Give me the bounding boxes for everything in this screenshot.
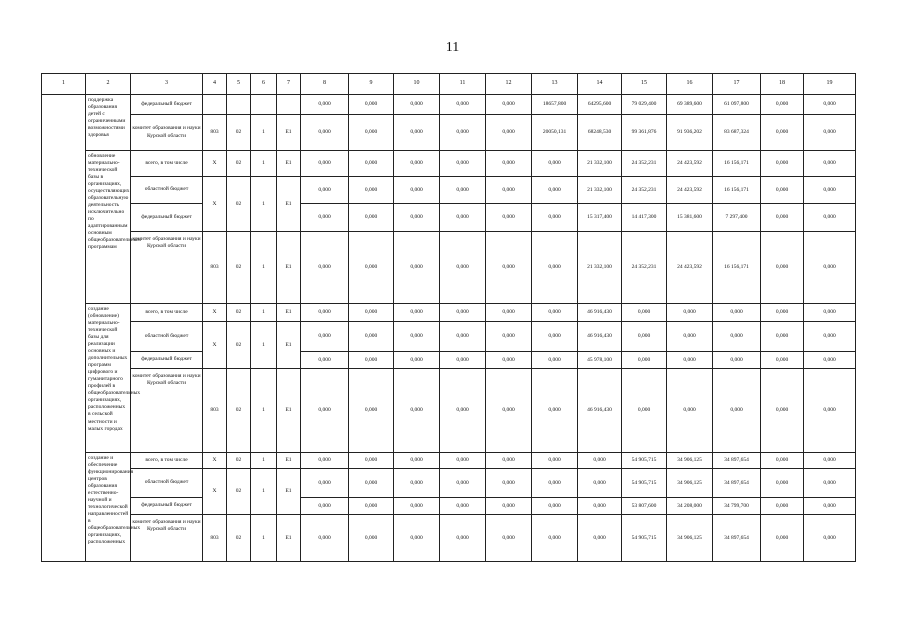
value-cell: 0,000: [532, 515, 578, 562]
value-cell: 0,000: [532, 177, 578, 204]
value-cell: 0,000: [394, 453, 440, 469]
value-cell: 0,000: [804, 453, 856, 469]
value-cell: 0,000: [349, 515, 394, 562]
code-cell: 1: [251, 232, 277, 304]
value-cell: 54 905,715: [622, 515, 667, 562]
code-cell: 803: [203, 232, 227, 304]
value-cell: 0,000: [440, 177, 486, 204]
value-cell: 0,000: [349, 115, 394, 151]
col-header: 19: [804, 74, 856, 95]
value-cell: 0,000: [761, 322, 804, 352]
table-row: [42, 369, 856, 453]
col-header: 17: [713, 74, 761, 95]
value-cell: 0,000: [301, 204, 349, 232]
value-cell: 0,000: [667, 352, 713, 369]
value-cell: 0,000: [394, 515, 440, 562]
value-cell: 0,000: [804, 352, 856, 369]
value-cell: 0,000: [804, 177, 856, 204]
value-cell: 0,000: [532, 453, 578, 469]
col-header: 1: [42, 74, 86, 95]
value-cell: 0,000: [622, 369, 667, 453]
table-row: [42, 322, 856, 352]
value-cell: 0,000: [532, 469, 578, 498]
code-cell: [203, 95, 227, 115]
value-cell: 34 906,125: [667, 469, 713, 498]
value-cell: 0,000: [578, 498, 622, 515]
col-header: 5: [227, 74, 251, 95]
value-cell: 21 332,100: [578, 177, 622, 204]
value-cell: 0,000: [713, 322, 761, 352]
value-cell: 0,000: [804, 204, 856, 232]
value-cell: 0,000: [440, 151, 486, 177]
value-cell: 0,000: [667, 304, 713, 322]
value-cell: 0,000: [394, 151, 440, 177]
value-cell: 0,000: [761, 469, 804, 498]
value-cell: 0,000: [761, 151, 804, 177]
value-cell: 0,000: [486, 115, 532, 151]
code-cell: X: [203, 453, 227, 469]
funding-source: всего, в том числе: [131, 304, 203, 322]
code-cell: [227, 95, 251, 115]
value-cell: 0,000: [622, 304, 667, 322]
value-cell: 0,000: [394, 115, 440, 151]
value-cell: 0,000: [486, 232, 532, 304]
value-cell: 0,000: [486, 204, 532, 232]
value-cell: 0,000: [301, 469, 349, 498]
blank-cell: [42, 95, 86, 562]
value-cell: 21 332,100: [578, 151, 622, 177]
value-cell: 0,000: [440, 369, 486, 453]
value-cell: 54 905,715: [622, 469, 667, 498]
value-cell: 53 807,600: [622, 498, 667, 515]
value-cell: 0,000: [349, 151, 394, 177]
funding-source: комитет образования и науки Курской области: [131, 115, 203, 151]
funding-source: комитет образования и науки Курской области: [131, 515, 203, 562]
value-cell: 24 423,592: [667, 232, 713, 304]
code-cell: 02: [227, 232, 251, 304]
col-header: 7: [277, 74, 301, 95]
value-cell: 45 978,100: [578, 352, 622, 369]
code-cell: 1: [251, 177, 277, 232]
value-cell: 20050,131: [532, 115, 578, 151]
code-cell: X: [203, 322, 227, 369]
value-cell: 91 936,202: [667, 115, 713, 151]
value-cell: 0,000: [622, 322, 667, 352]
code-cell: E1: [277, 115, 301, 151]
code-cell: E1: [277, 515, 301, 562]
value-cell: 0,000: [761, 304, 804, 322]
value-cell: 34 897,654: [713, 515, 761, 562]
value-cell: 0,000: [440, 95, 486, 115]
header-row: [42, 74, 856, 95]
code-cell: 02: [227, 369, 251, 453]
table-row: [42, 304, 856, 322]
value-cell: 54 905,715: [622, 453, 667, 469]
value-cell: 0,000: [804, 369, 856, 453]
value-cell: 0,000: [804, 115, 856, 151]
value-cell: 0,000: [394, 95, 440, 115]
value-cell: 0,000: [532, 204, 578, 232]
code-cell: 02: [227, 177, 251, 232]
funding-source: областной бюджет: [131, 177, 203, 204]
value-cell: 0,000: [761, 453, 804, 469]
value-cell: 0,000: [301, 95, 349, 115]
value-cell: 0,000: [486, 95, 532, 115]
code-cell: X: [203, 304, 227, 322]
value-cell: 99 361,876: [622, 115, 667, 151]
funding-source: всего, в том числе: [131, 453, 203, 469]
col-header: 12: [486, 74, 532, 95]
measure-description: создание (обновление) материально-технической базы для реализации основных и дополнительных программ цифрового и гуманитарного профилей в общеобразовательных организациях, расположенных в сельской местности и малых городах: [86, 304, 131, 453]
value-cell: 0,000: [349, 304, 394, 322]
col-header: 3: [131, 74, 203, 95]
code-cell: 1: [251, 115, 277, 151]
value-cell: 0,000: [301, 151, 349, 177]
code-cell: 1: [251, 453, 277, 469]
value-cell: 0,000: [532, 232, 578, 304]
value-cell: 0,000: [667, 369, 713, 453]
code-cell: X: [203, 151, 227, 177]
value-cell: 0,000: [301, 322, 349, 352]
value-cell: 0,000: [394, 369, 440, 453]
code-cell: 1: [251, 304, 277, 322]
funding-source: комитет образования и науки Курской области: [131, 232, 203, 304]
value-cell: 0,000: [394, 304, 440, 322]
code-cell: E1: [277, 369, 301, 453]
value-cell: 24 352,231: [622, 151, 667, 177]
col-header: 2: [86, 74, 131, 95]
col-header: 15: [622, 74, 667, 95]
value-cell: 0,000: [349, 95, 394, 115]
table-row: [42, 498, 856, 515]
value-cell: 24 352,231: [622, 232, 667, 304]
value-cell: 0,000: [486, 515, 532, 562]
code-cell: 02: [227, 304, 251, 322]
code-cell: 803: [203, 515, 227, 562]
col-header: 14: [578, 74, 622, 95]
col-header: 9: [349, 74, 394, 95]
measure-description: создание и обеспечение функционирования центров образования естественно-научной и технологической направленностей в общеобразовательных организациях, расположенных: [86, 453, 131, 562]
table-row: [42, 453, 856, 469]
value-cell: 0,000: [804, 95, 856, 115]
value-cell: 0,000: [486, 453, 532, 469]
value-cell: 34 208,000: [667, 498, 713, 515]
value-cell: 69 389,600: [667, 95, 713, 115]
code-cell: E1: [277, 304, 301, 322]
value-cell: 0,000: [486, 352, 532, 369]
code-cell: 1: [251, 515, 277, 562]
value-cell: 0,000: [440, 352, 486, 369]
col-header: 10: [394, 74, 440, 95]
value-cell: 83 687,324: [713, 115, 761, 151]
code-cell: 803: [203, 115, 227, 151]
value-cell: 0,000: [761, 177, 804, 204]
col-header: 4: [203, 74, 227, 95]
value-cell: 34 906,125: [667, 515, 713, 562]
value-cell: 0,000: [622, 352, 667, 369]
value-cell: 0,000: [440, 453, 486, 469]
value-cell: 15 381,600: [667, 204, 713, 232]
value-cell: 0,000: [394, 232, 440, 304]
value-cell: 0,000: [349, 469, 394, 498]
value-cell: 0,000: [713, 369, 761, 453]
value-cell: 64295,600: [578, 95, 622, 115]
table-row: [42, 151, 856, 177]
value-cell: 21 332,100: [578, 232, 622, 304]
table-row: [42, 515, 856, 562]
code-cell: 02: [227, 322, 251, 369]
funding-source: областной бюджет: [131, 469, 203, 498]
value-cell: 15 317,400: [578, 204, 622, 232]
value-cell: 0,000: [532, 304, 578, 322]
value-cell: 0,000: [761, 498, 804, 515]
funding-source: комитет образования и науки Курской области: [131, 369, 203, 453]
value-cell: 0,000: [440, 232, 486, 304]
code-cell: E1: [277, 469, 301, 515]
code-cell: E1: [277, 322, 301, 369]
value-cell: 0,000: [761, 95, 804, 115]
value-cell: 0,000: [349, 369, 394, 453]
page-number: 11: [445, 40, 460, 55]
value-cell: 0,000: [440, 322, 486, 352]
value-cell: 0,000: [761, 204, 804, 232]
value-cell: 0,000: [349, 453, 394, 469]
value-cell: 0,000: [761, 352, 804, 369]
value-cell: 0,000: [301, 498, 349, 515]
value-cell: 0,000: [440, 304, 486, 322]
value-cell: 0,000: [578, 515, 622, 562]
code-cell: [251, 95, 277, 115]
value-cell: 0,000: [667, 322, 713, 352]
value-cell: 0,000: [349, 498, 394, 515]
code-cell: 1: [251, 469, 277, 515]
value-cell: 16 156,171: [713, 177, 761, 204]
value-cell: 46 916,430: [578, 322, 622, 352]
value-cell: 0,000: [301, 304, 349, 322]
code-cell: 02: [227, 469, 251, 515]
value-cell: 34 906,125: [667, 453, 713, 469]
value-cell: 0,000: [394, 352, 440, 369]
value-cell: 0,000: [301, 369, 349, 453]
table-row: [42, 95, 856, 115]
value-cell: 68248,530: [578, 115, 622, 151]
value-cell: 16 156,171: [713, 151, 761, 177]
value-cell: 0,000: [578, 469, 622, 498]
value-cell: 0,000: [486, 469, 532, 498]
value-cell: 0,000: [301, 515, 349, 562]
value-cell: 0,000: [440, 115, 486, 151]
table-row: [42, 115, 856, 151]
value-cell: 24 423,592: [667, 177, 713, 204]
code-cell: X: [203, 177, 227, 232]
value-cell: 0,000: [301, 115, 349, 151]
value-cell: 79 029,400: [622, 95, 667, 115]
value-cell: 0,000: [804, 304, 856, 322]
table-row: [42, 352, 856, 369]
col-header: 18: [761, 74, 804, 95]
value-cell: 0,000: [804, 515, 856, 562]
value-cell: 0,000: [532, 369, 578, 453]
value-cell: 14 417,300: [622, 204, 667, 232]
code-cell: [277, 95, 301, 115]
value-cell: 0,000: [804, 469, 856, 498]
code-cell: 02: [227, 151, 251, 177]
code-cell: 1: [251, 151, 277, 177]
value-cell: 46 916,430: [578, 304, 622, 322]
value-cell: 0,000: [761, 515, 804, 562]
funding-source: федеральный бюджет: [131, 498, 203, 515]
value-cell: 0,000: [532, 498, 578, 515]
value-cell: 0,000: [394, 322, 440, 352]
code-cell: 02: [227, 115, 251, 151]
value-cell: 0,000: [532, 352, 578, 369]
value-cell: 0,000: [532, 151, 578, 177]
value-cell: 16 156,171: [713, 232, 761, 304]
value-cell: 0,000: [486, 322, 532, 352]
col-header: 13: [532, 74, 578, 95]
code-cell: 02: [227, 453, 251, 469]
code-cell: X: [203, 469, 227, 515]
value-cell: 34 897,654: [713, 453, 761, 469]
value-cell: 0,000: [349, 232, 394, 304]
value-cell: 18657,800: [532, 95, 578, 115]
value-cell: 0,000: [394, 469, 440, 498]
value-cell: 0,000: [301, 177, 349, 204]
code-cell: E1: [277, 232, 301, 304]
value-cell: 61 097,800: [713, 95, 761, 115]
col-header: 16: [667, 74, 713, 95]
value-cell: 0,000: [761, 369, 804, 453]
value-cell: 0,000: [486, 304, 532, 322]
table-row: [42, 177, 856, 204]
code-cell: E1: [277, 151, 301, 177]
value-cell: 0,000: [301, 453, 349, 469]
table-row: [42, 204, 856, 232]
table-row: [42, 232, 856, 304]
value-cell: 0,000: [349, 177, 394, 204]
value-cell: 34 897,654: [713, 469, 761, 498]
value-cell: 0,000: [301, 232, 349, 304]
measure-description: обновление материально-технической базы в организациях, осуществляющих образовательную деятельность исключительно по адаптированным основным общеобразовательным программам: [86, 151, 131, 304]
value-cell: 46 916,430: [578, 369, 622, 453]
measure-description: поддержка образования детей с ограниченными возможностями здоровья: [86, 95, 131, 151]
budget-table: [41, 73, 856, 562]
value-cell: 0,000: [713, 352, 761, 369]
value-cell: 24 352,231: [622, 177, 667, 204]
table-row: [42, 469, 856, 498]
col-header: 6: [251, 74, 277, 95]
value-cell: 0,000: [804, 498, 856, 515]
funding-source: областной бюджет: [131, 322, 203, 352]
value-cell: 0,000: [349, 322, 394, 352]
value-cell: 0,000: [394, 177, 440, 204]
value-cell: 0,000: [804, 322, 856, 352]
funding-source: федеральный бюджет: [131, 352, 203, 369]
code-cell: 803: [203, 369, 227, 453]
code-cell: 1: [251, 369, 277, 453]
value-cell: 0,000: [532, 322, 578, 352]
value-cell: 24 423,592: [667, 151, 713, 177]
value-cell: 0,000: [440, 204, 486, 232]
value-cell: 0,000: [394, 204, 440, 232]
code-cell: E1: [277, 177, 301, 232]
code-cell: 02: [227, 515, 251, 562]
value-cell: 0,000: [578, 453, 622, 469]
value-cell: 0,000: [804, 151, 856, 177]
value-cell: 0,000: [349, 204, 394, 232]
code-cell: 1: [251, 322, 277, 369]
value-cell: 0,000: [804, 232, 856, 304]
col-header: 11: [440, 74, 486, 95]
value-cell: 0,000: [394, 498, 440, 515]
value-cell: 34 799,700: [713, 498, 761, 515]
funding-source: федеральный бюджет: [131, 204, 203, 232]
value-cell: 0,000: [301, 352, 349, 369]
funding-source: федеральный бюджет: [131, 95, 203, 115]
value-cell: 7 297,400: [713, 204, 761, 232]
code-cell: E1: [277, 453, 301, 469]
value-cell: 0,000: [440, 498, 486, 515]
value-cell: 0,000: [761, 232, 804, 304]
funding-source: всего, в том числе: [131, 151, 203, 177]
value-cell: 0,000: [349, 352, 394, 369]
value-cell: 0,000: [486, 498, 532, 515]
value-cell: 0,000: [761, 115, 804, 151]
value-cell: 0,000: [486, 151, 532, 177]
col-header: 8: [301, 74, 349, 95]
value-cell: 0,000: [486, 177, 532, 204]
value-cell: 0,000: [440, 469, 486, 498]
value-cell: 0,000: [486, 369, 532, 453]
value-cell: 0,000: [713, 304, 761, 322]
value-cell: 0,000: [440, 515, 486, 562]
